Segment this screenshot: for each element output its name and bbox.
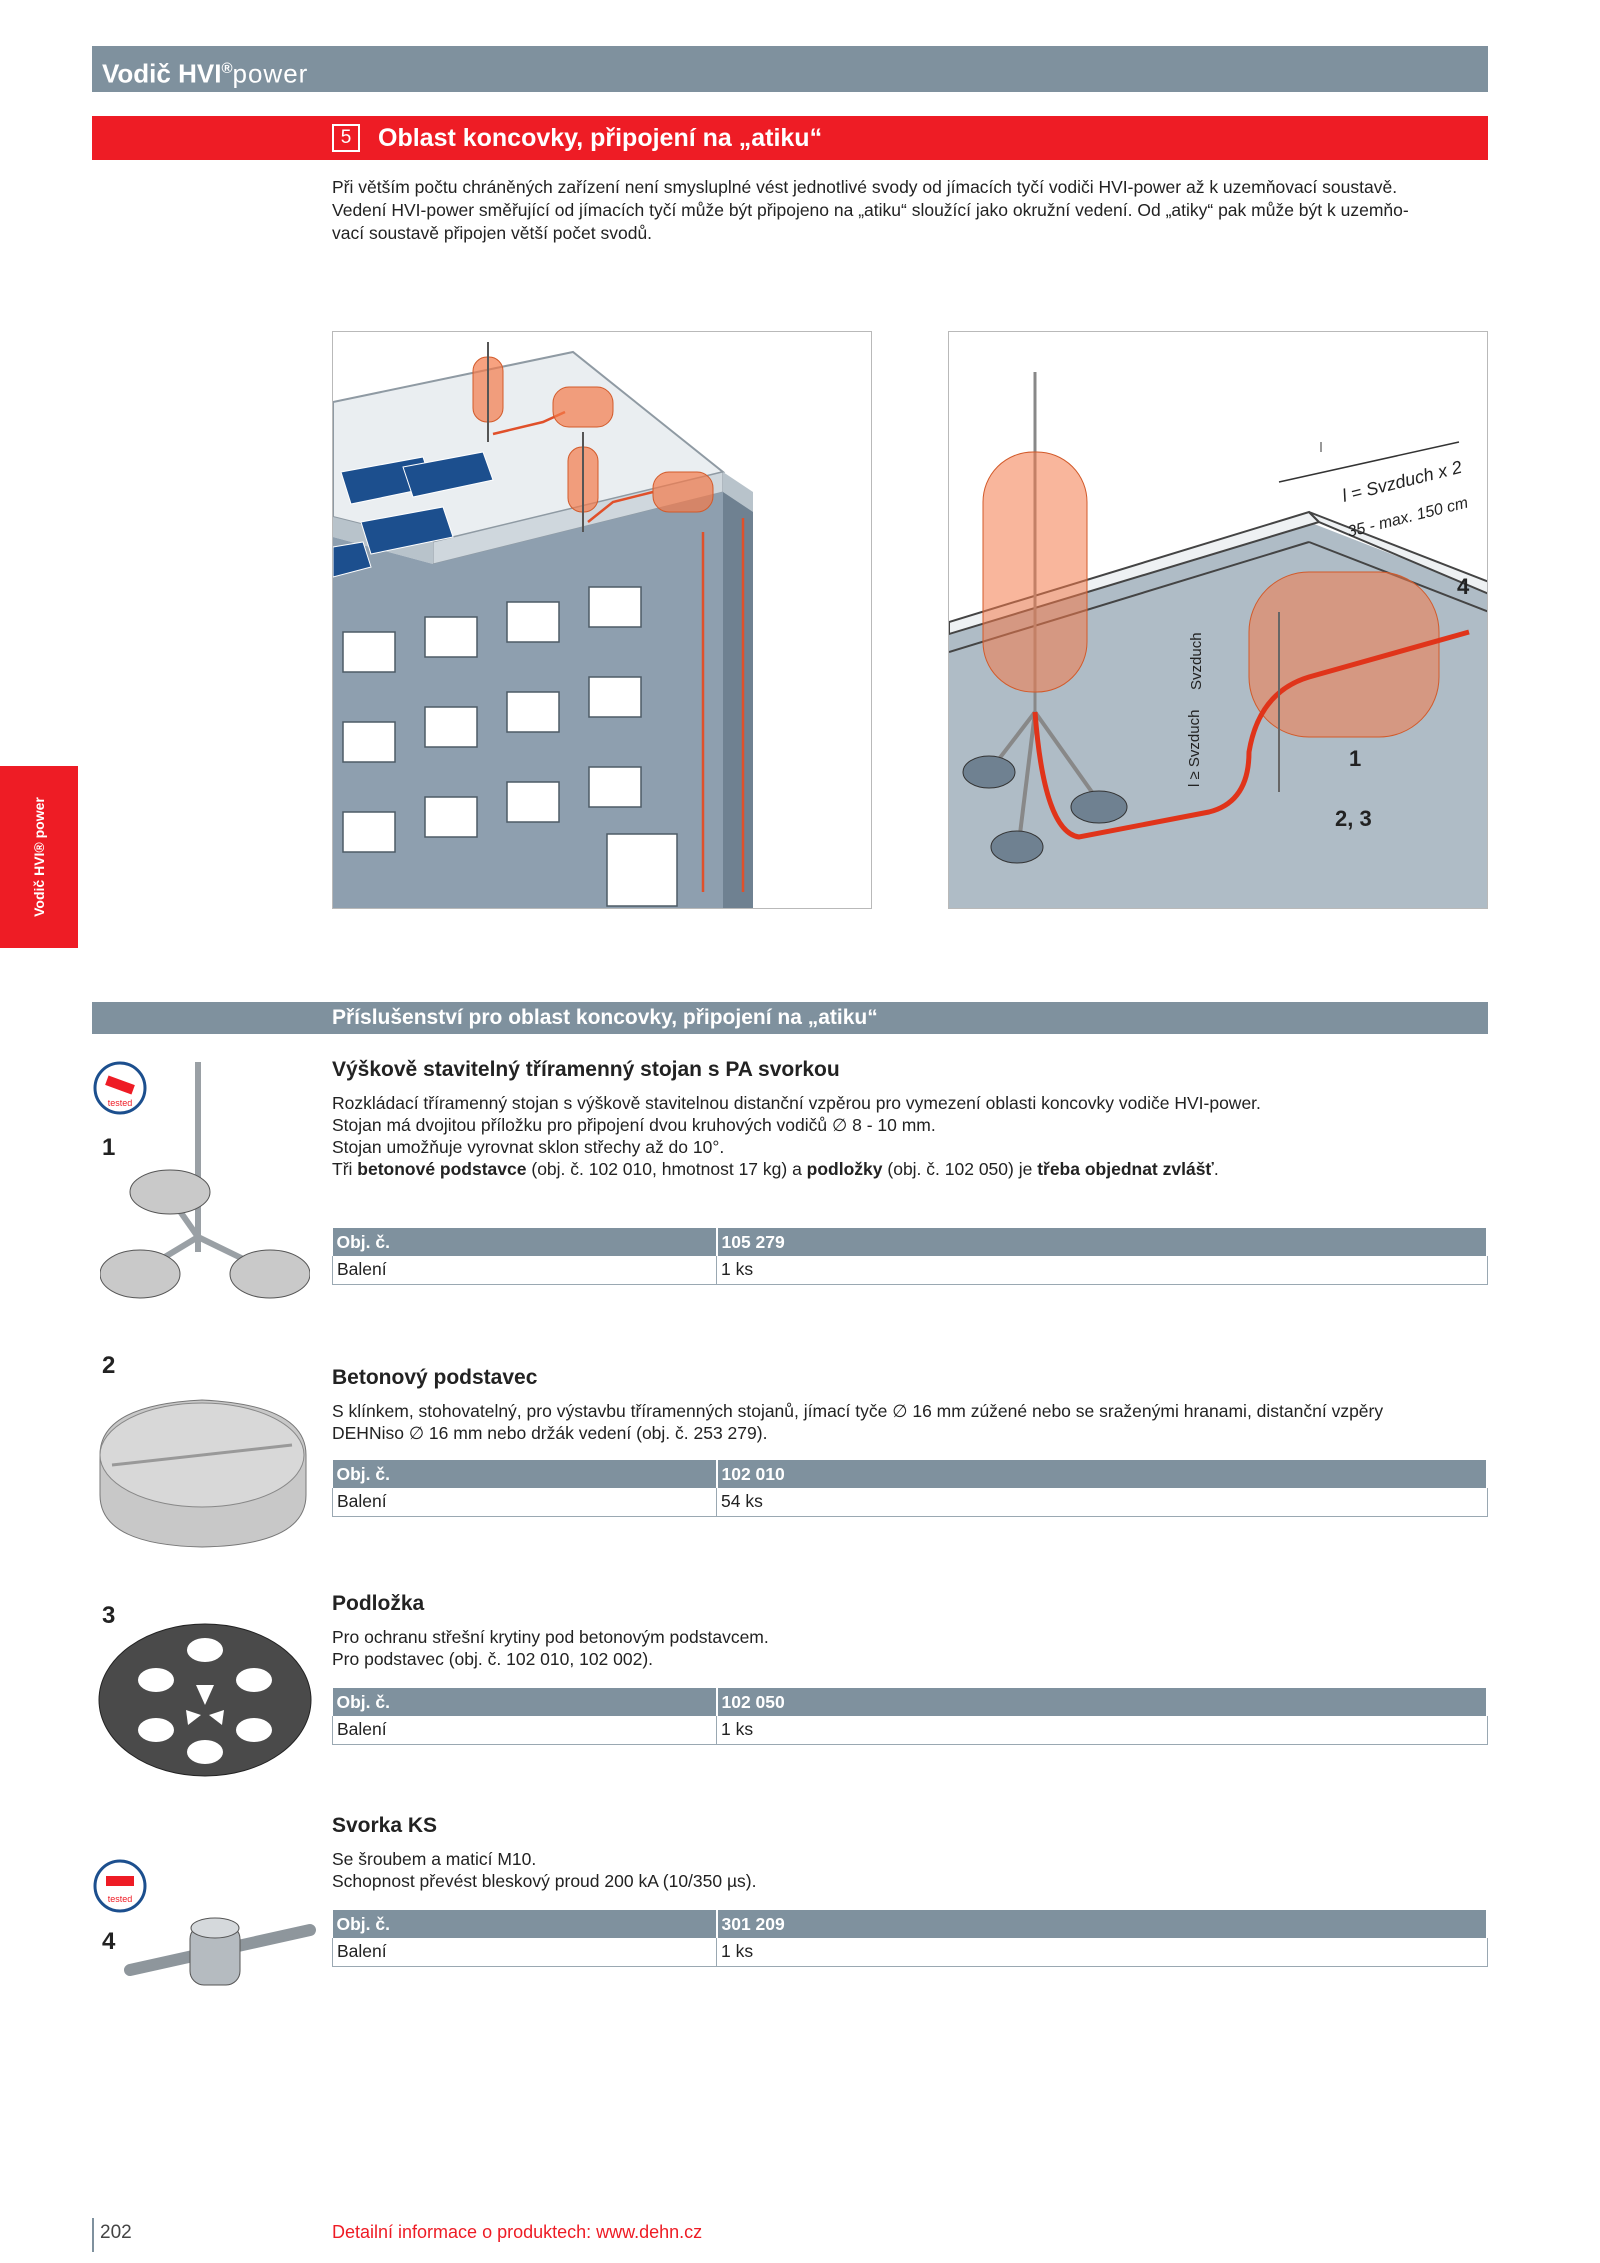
callout-1: 1 <box>1349 746 1362 771</box>
detail-drawing <box>949 332 1488 909</box>
concrete-base-image <box>92 1385 314 1555</box>
spec-table: Obj. č. 102 050 Balení 1 ks <box>332 1688 1488 1745</box>
product-title: Svorka KS <box>332 1814 438 1837</box>
tripod-stand-image <box>100 1052 310 1327</box>
product-title: Výškově stavitelný tříramenný stojan s PA svorkou <box>332 1058 840 1081</box>
dimension-label: l = Svzduch x 2 <box>1340 456 1464 506</box>
product-description: Se šroubem a maticí M10. Schopnost převést bleskový proud 200 kA (10/350 µs). <box>332 1849 757 1891</box>
footer-divider <box>92 2218 94 2252</box>
s-air-label: Svzduch <box>1188 632 1205 690</box>
svg-text:tested: tested <box>107 1098 133 1108</box>
side-tab: Vodič HVI® power <box>0 766 78 948</box>
product-number: 3 <box>102 1602 116 1629</box>
section-number: 5 <box>332 124 360 152</box>
product-description: Pro ochranu střešní krytiny pod betonovým podstavcem. Pro podstavec (obj. č. 102 010, 102 002). <box>332 1627 769 1669</box>
section-title: Oblast koncovky, připojení na „atiku“ <box>378 124 823 152</box>
svg-text:tested: tested <box>107 1894 133 1904</box>
base-pad-image <box>96 1620 314 1780</box>
building-drawing <box>333 332 872 909</box>
section-header <box>92 116 1488 160</box>
product-number: 4 <box>102 1928 116 1955</box>
product-number: 2 <box>102 1352 116 1379</box>
callout-2-3: 2, 3 <box>1335 806 1372 831</box>
product-description: S klínkem, stohovatelný, pro výstavbu tříramenných stojanů, jímací tyče ∅ 16 mm zúžené nebo se sraženými hranami, distanční vzpěry DEHNiso ∅ 16 mm nebo držák vedení (obj. č. 253 279). <box>332 1401 1384 1443</box>
product-header: Vodič HVI®power <box>92 46 1488 92</box>
dimension-range-label: 35 - max. 150 cm <box>1345 494 1470 541</box>
clamp-ks-image <box>120 1900 320 2000</box>
spec-table: Obj. č. 102 010 Balení 54 ks <box>332 1460 1488 1517</box>
product-title: Podložka <box>332 1592 425 1615</box>
spec-table: Obj. č. 301 209 Balení 1 ks <box>332 1910 1488 1967</box>
detail-illustration <box>948 331 1488 909</box>
product-description: Rozkládací tříramenný stojan s výškově stavitelnou distanční vzpěrou pro vymezení oblasti koncovky vodiče HVI-power. Stojan má dvojitou příložku pro připojení dvou kruhových vodičů ∅ 8 - 10 mm. Stojan umožňuje vyrovnat sklon střechy až do 10°. Tři betonové podstavce (obj. č. 102 010, hmotnost 17 kg) a podložky (obj. č. 102 050) je třeba objednat zvlášť. <box>332 1093 1261 1179</box>
accessories-header: Příslušenství pro oblast koncovky, připojení na „atiku“ <box>92 1002 1488 1034</box>
page-number: 202 <box>100 2222 132 2243</box>
l-air-label: l ≥ Svzduch <box>1186 709 1203 787</box>
product-number: 1 <box>102 1134 116 1161</box>
intro-text: Při větším počtu chráněných zařízení není smysluplné vést jednotlivé svody od jímacích tyčí vodiči HVI-power až k uzemňovací soustavě. Vedení HVI-power směřující od jímacích tyčí může být připojeno na „atiku“ sloužící jako okružní vedení. Od „atiky“ pak může být k uzemňo- vací soustavě připojen větší počet svodů. <box>332 177 1409 243</box>
spec-table: Obj. č. 105 279 Balení 1 ks <box>332 1228 1488 1285</box>
product-title: Betonový podstavec <box>332 1366 538 1389</box>
building-illustration <box>332 331 872 909</box>
callout-4: 4 <box>1457 574 1470 599</box>
footer-link[interactable]: Detailní informace o produktech: www.dehn.cz <box>332 2222 703 2242</box>
